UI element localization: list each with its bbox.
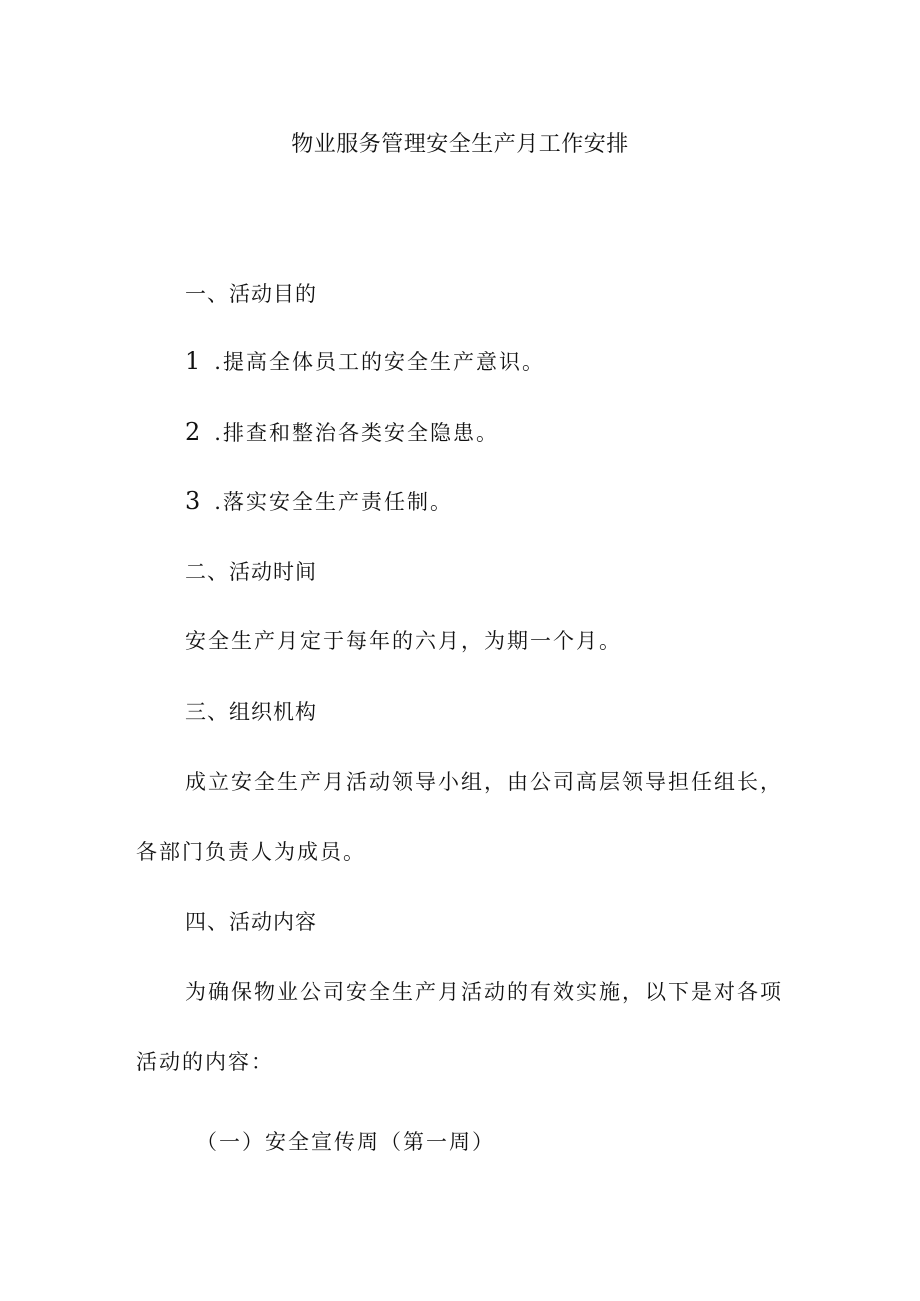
section-heading-content: 四、活动内容 xyxy=(185,910,317,934)
goal-item-2 xyxy=(185,415,499,450)
goal-number-3: 3 xyxy=(185,487,201,515)
goal-item-3 xyxy=(185,484,453,519)
goal-number-1: 1 xyxy=(185,347,201,375)
section-heading-purpose: 一、活动目的 xyxy=(185,282,317,306)
document-title: 物业服务管理安全生产月工作安排 xyxy=(291,132,629,157)
goal-number-2: 2 xyxy=(185,418,201,446)
goal-item-1 xyxy=(185,344,545,379)
subsection-heading-safety-week: （一）安全宣传周（第一周） xyxy=(196,1130,495,1154)
section-time-text: 安全生产月定于每年的六月，为期一个月。 xyxy=(185,629,622,653)
section-heading-organization: 三、组织机构 xyxy=(185,700,317,724)
section-organization-text-line1: 成立安全生产月活动领导小组，由公司高层领导担任组长， xyxy=(185,770,783,794)
goal-text-2: .排查和整治各类安全隐患。 xyxy=(214,421,499,445)
section-organization-text-line2: 各部门负责人为成员。 xyxy=(136,840,366,864)
section-content-text-line1: 为确保物业公司安全生产月活动的有效实施，以下是对各项 xyxy=(185,980,783,1004)
goal-text-3: .落实安全生产责任制。 xyxy=(214,490,453,514)
goal-text-1: .提高全体员工的安全生产意识。 xyxy=(214,350,545,374)
section-heading-time: 二、活动时间 xyxy=(185,560,317,584)
section-content-text-line2: 活动的内容： xyxy=(136,1050,274,1074)
